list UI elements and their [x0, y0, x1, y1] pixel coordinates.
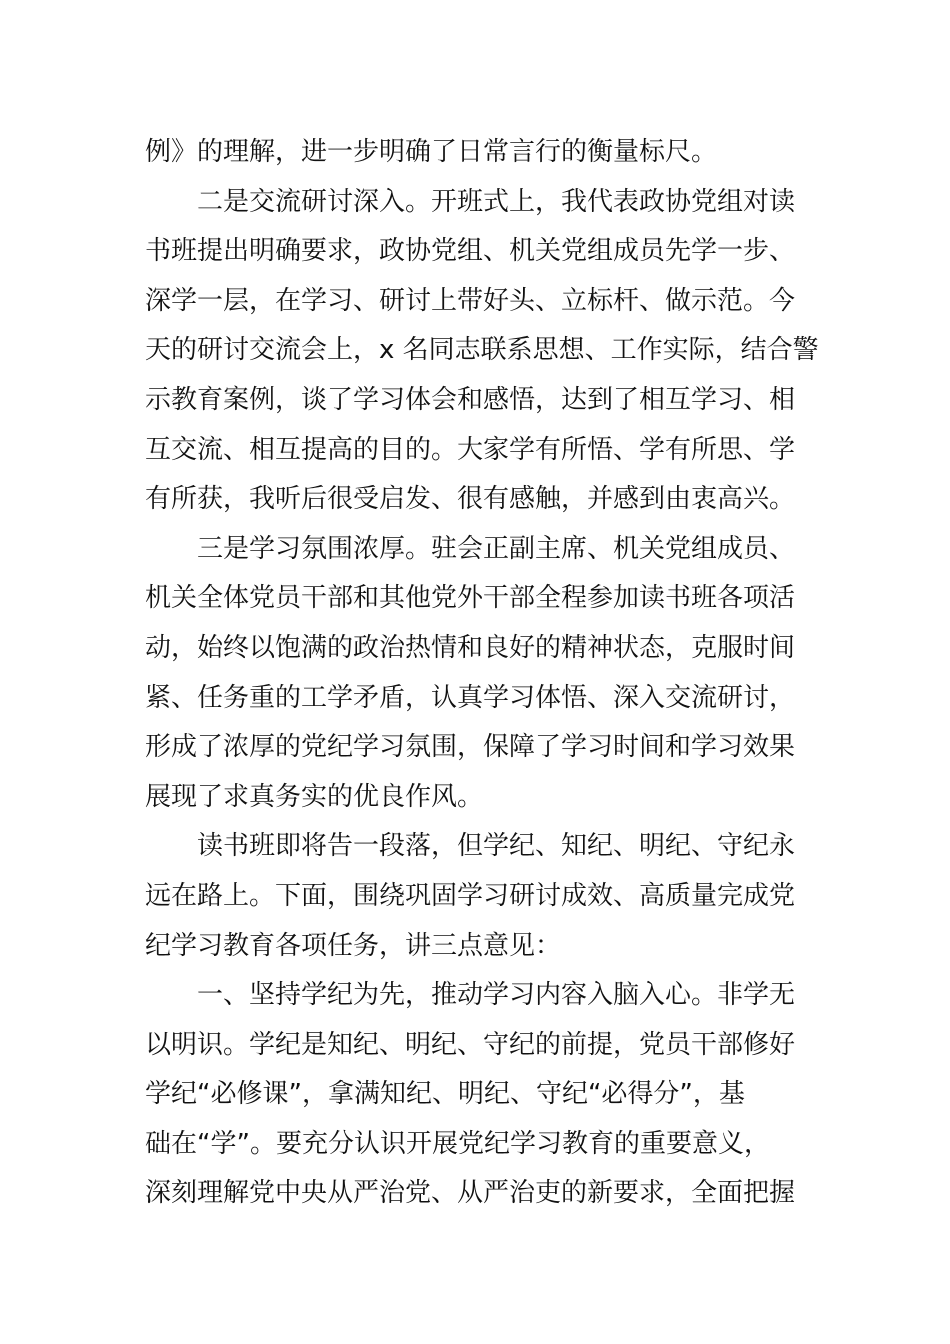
- text-line: 有所获，我听后很受启发、很有感触，并感到由衷高兴。: [145, 484, 796, 515]
- text-line: 紧、任务重的工学矛盾，认真学习体悟、深入交流研讨，: [145, 682, 796, 713]
- text-line: 展现了求真务实的优良作风。: [145, 781, 484, 812]
- text-line: 远在路上。下面，围绕巩固学习研讨成效、高质量完成党: [145, 880, 796, 911]
- text-line: 三是学习氛围浓厚。驻会正副主席、机关党组成员、: [197, 533, 796, 564]
- text-line: 学纪“必修课”，拿满知纪、明纪、守纪“必得分”，基: [145, 1079, 745, 1110]
- text-line: 一、坚持学纪为先，推动学习内容入脑入心。非学无: [197, 980, 796, 1011]
- text-line: 书班提出明确要求，政协党组、机关党组成员先学一步、: [145, 236, 796, 267]
- text-line: 以明识。学纪是知纪、明纪、守纪的前提，党员干部修好: [145, 1029, 796, 1060]
- text-line: 动，始终以饱满的政治热情和良好的精神状态，克服时间: [145, 632, 796, 663]
- text-line: 二是交流研讨深入。开班式上，我代表政协党组对读: [197, 186, 796, 217]
- text-line: 础在“学”。要充分认识开展党纪学习教育的重要意义，: [145, 1128, 770, 1159]
- text-line: 例》的理解，进一步明确了日常言行的衡量标尺。: [145, 137, 718, 167]
- text-line: 天的研讨交流会上，x 名同志联系思想、工作实际，结合警: [145, 335, 819, 366]
- text-line: 机关全体党员干部和其他党外干部全程参加读书班各项活: [145, 583, 796, 614]
- text-line: 深刻理解党中央从严治党、从严治吏的新要求，全面把握: [145, 1178, 796, 1209]
- text-line: 纪学习教育各项任务，讲三点意见：: [145, 930, 562, 961]
- text-line: 深学一层，在学习、研讨上带好头、立标杆、做示范。今: [145, 285, 796, 316]
- text-line: 互交流、相互提高的目的。大家学有所悟、学有所思、学: [145, 434, 796, 465]
- text-line: 示教育案例，谈了学习体会和感悟，达到了相互学习、相: [145, 384, 796, 415]
- text-line: 形成了浓厚的党纪学习氛围，保障了学习时间和学习效果: [145, 732, 796, 763]
- body-text: [145, 128, 819, 1219]
- text-line: 读书班即将告一段落，但学纪、知纪、明纪、守纪永: [197, 831, 796, 862]
